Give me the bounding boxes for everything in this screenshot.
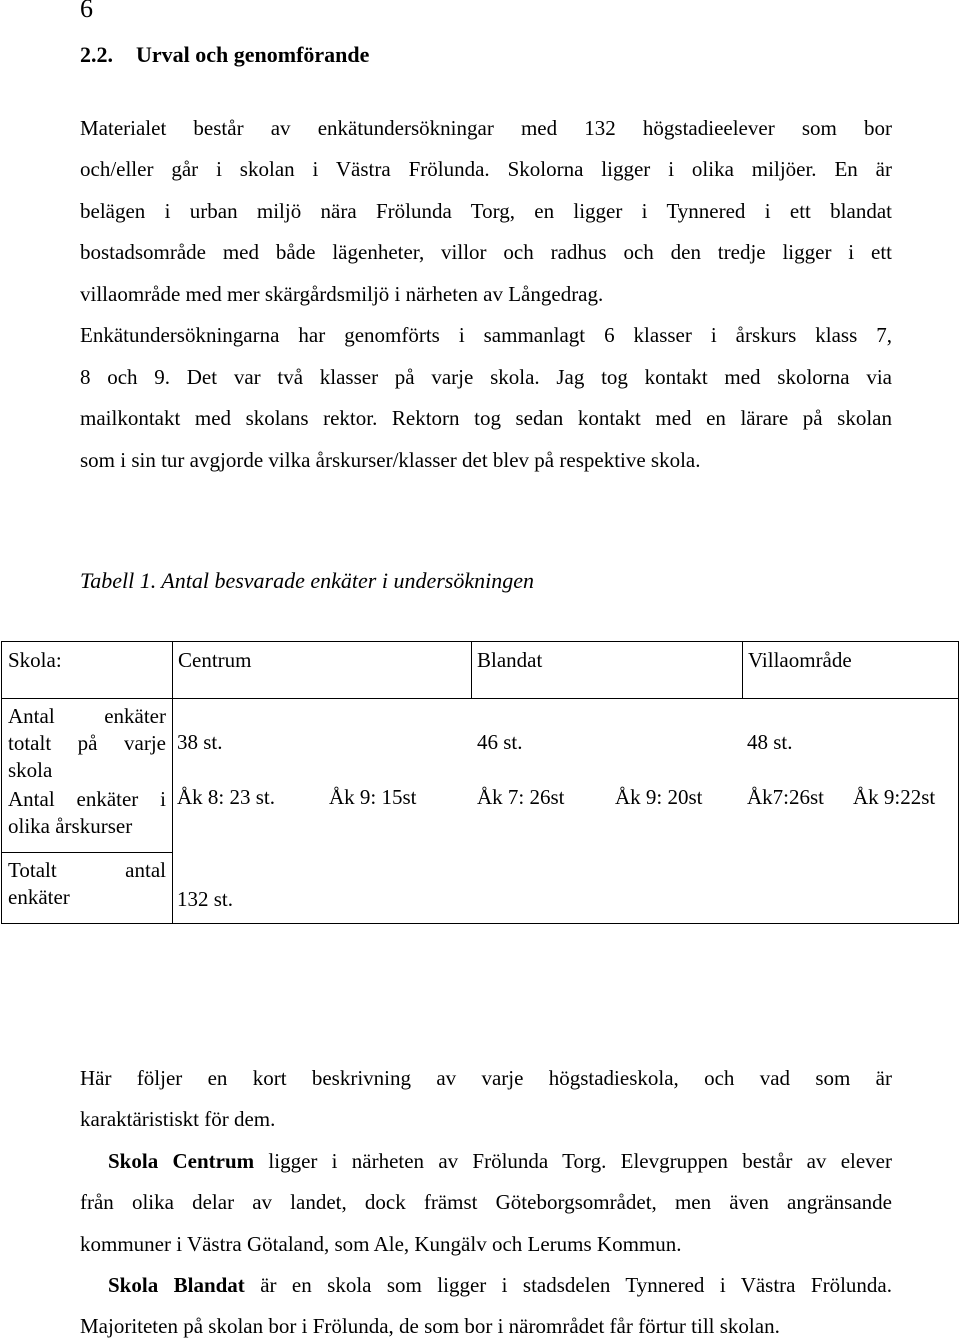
label-line: Antal enkäter i: [8, 787, 166, 811]
values-area: [173, 699, 959, 924]
paragraph-text: ligger i närheten av Frölunda Torg. Elevgruppen består av elever: [254, 1149, 892, 1173]
header-centrum: Centrum: [178, 648, 252, 672]
grade-value: Åk 9: 15st: [329, 785, 417, 809]
school-name-blandat: Skola Blandat: [108, 1273, 245, 1297]
header-cell: [173, 642, 472, 699]
paragraph-line: [108, 1273, 892, 1298]
paragraph-line: karaktäristiskt för dem.: [80, 1107, 276, 1131]
sum-value: 132 st.: [177, 887, 234, 911]
paragraph-line: 8 och 9. Det var två klasser på varje skola. Jag tog kontakt med skolorna via: [80, 365, 892, 389]
page-number: 6: [80, 0, 93, 23]
paragraph-line: Enkätundersökningarna har genomförts i sammanlagt 6 klasser i årskurs klass 7,: [80, 323, 892, 347]
grade-value: Åk 8: 23 st.: [177, 785, 276, 809]
paragraph-line: Majoriteten på skolan bor i Frölunda, de som bor i närområdet får förtur till skolan.: [80, 1314, 780, 1338]
label-line: totalt på varje: [8, 731, 166, 755]
grade-value: Åk 7: 26st: [477, 785, 565, 809]
header-blandat: Blandat: [477, 648, 543, 672]
header-label: Skola:: [8, 648, 62, 672]
paragraph-line: från olika delar av landet, dock främst Göteborgsområdet, men även angränsande: [80, 1190, 892, 1214]
label-line: skola: [8, 758, 53, 782]
paragraph-line: och/eller går i skolan i Västra Frölunda. Skolorna ligger i olika miljöer. En är: [80, 157, 892, 181]
total-villaomrade: 48 st.: [747, 730, 793, 754]
header-cell: [743, 642, 959, 699]
section-heading: [80, 42, 369, 68]
school-name-centrum: Skola Centrum: [108, 1149, 255, 1173]
row-label-cell: [2, 699, 173, 924]
label-line: Antal enkäter: [8, 704, 166, 728]
paragraph-line: mailkontakt med skolans rektor. Rektorn tog sedan kontakt med en lärare på skolan: [80, 406, 892, 430]
total-blandat: 46 st.: [477, 730, 523, 754]
survey-table: [1, 641, 959, 924]
table-body-row: [2, 699, 959, 924]
paragraph-line: Här följer en kort beskrivning av varje högstadieskola, och vad som är: [80, 1066, 892, 1090]
paragraph-line: bostadsområde med både lägenheter, villor och radhus och den tredje ligger i ett: [80, 240, 892, 264]
grade-value: Åk 9: 20st: [615, 785, 703, 809]
row-divider: [2, 852, 172, 853]
paragraph-line: som i sin tur avgjorde vilka årskurser/klasser det blev på respektive skola.: [80, 448, 701, 472]
paragraph-line: belägen i urban miljö nära Frölunda Torg, en ligger i Tynnered i ett blandat: [80, 199, 892, 223]
header-cell: [472, 642, 743, 699]
paragraph-line: Materialet består av enkätundersökningar med 132 högstadieelever som bor: [80, 116, 892, 140]
label-line: enkäter: [8, 885, 70, 909]
paragraph-line: [108, 1149, 892, 1174]
table-caption: Tabell 1. Antal besvarade enkäter i undersökningen: [80, 568, 534, 593]
grade-value: Åk 9:22st: [853, 785, 936, 809]
label-line: Totalt antal: [8, 858, 166, 882]
total-centrum: 38 st.: [177, 730, 223, 754]
header-cell: [2, 642, 173, 699]
section-title: Urval och genomförande: [136, 42, 370, 67]
grade-value: Åk7:26st: [747, 785, 825, 809]
paragraph-line: kommuner i Västra Götaland, som Ale, Kungälv och Lerums Kommun.: [80, 1232, 682, 1256]
paragraph-line: villaområde med mer skärgårdsmiljö i närheten av Långedrag.: [80, 282, 604, 306]
table-header-row: [2, 642, 959, 699]
header-villaomrade: Villaområde: [748, 648, 852, 672]
section-number: 2.2.: [80, 42, 113, 67]
label-line: olika årskurser: [8, 814, 133, 838]
paragraph-text: är en skola som ligger i stadsdelen Tynnered i Västra Frölunda.: [244, 1273, 892, 1297]
